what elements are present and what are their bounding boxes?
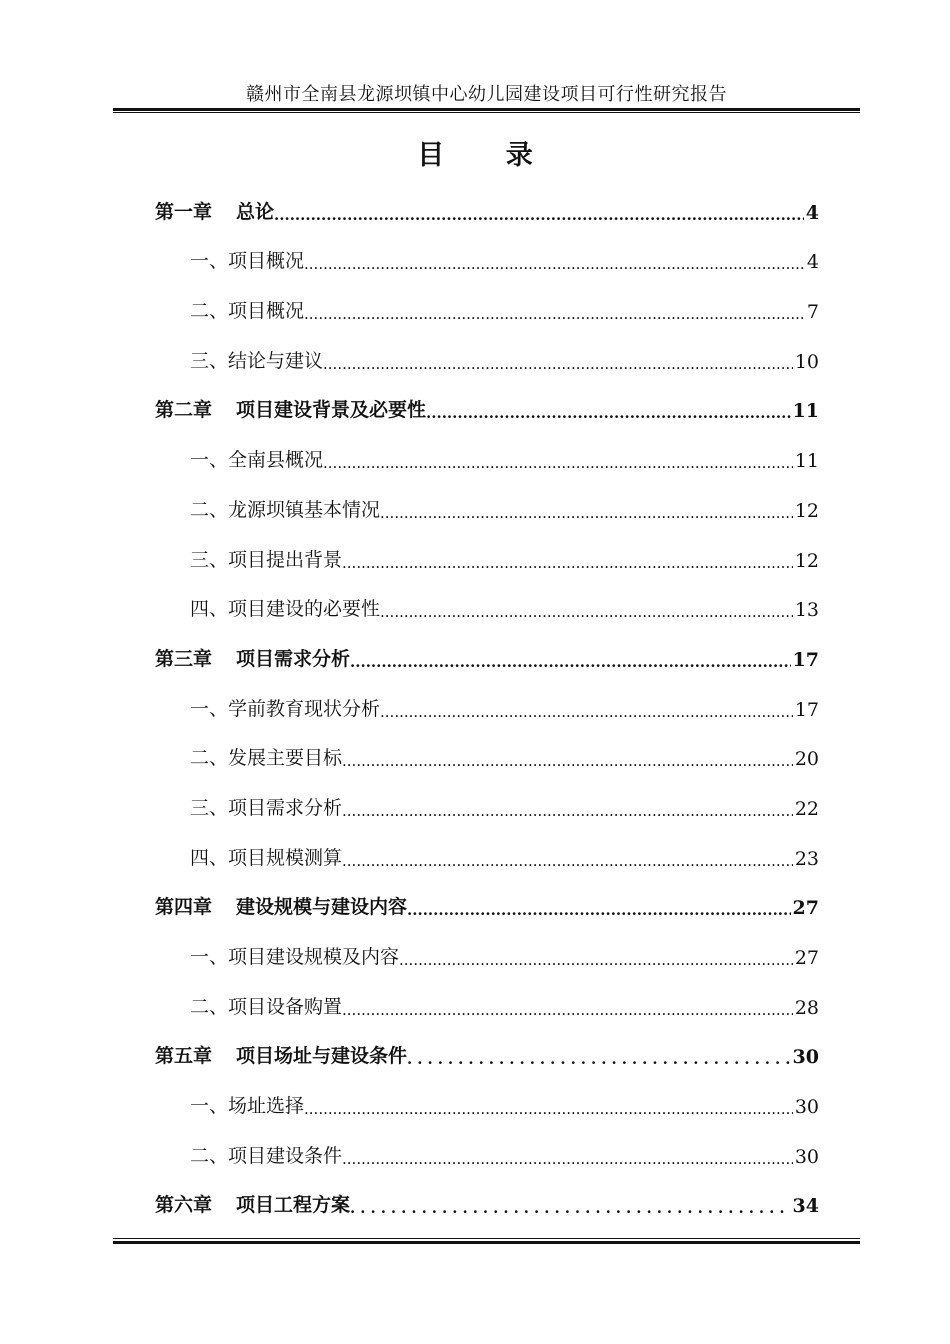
dot-leader — [380, 703, 793, 729]
page-number: 30 — [794, 1145, 819, 1168]
toc-section[interactable] — [155, 530, 819, 580]
section-title: 二、发展主要目标 — [190, 747, 343, 770]
dot-leader — [407, 901, 791, 927]
toc-chapter-2[interactable] — [155, 381, 819, 431]
dot-leader — [342, 852, 793, 878]
chapter-title: 项目工程方案 — [236, 1194, 351, 1217]
page-number: 4 — [805, 201, 819, 224]
page-number: 10 — [794, 350, 819, 373]
page-number: 20 — [794, 748, 819, 771]
section-title: 三、项目需求分析 — [190, 796, 343, 819]
section-title: 一、场址选择 — [190, 1095, 305, 1118]
chapter-number: 第二章 — [155, 399, 213, 422]
running-header: 赣州市全南县龙源坝镇中心幼儿园建设项目可行性研究报告 — [246, 84, 727, 105]
chapter-number: 第三章 — [155, 647, 213, 670]
page-number: 11 — [794, 450, 819, 473]
page-number: 12 — [794, 549, 819, 572]
chapter-title: 项目需求分析 — [236, 647, 351, 670]
toc-section[interactable] — [155, 679, 819, 729]
chapter-number: 第一章 — [155, 200, 213, 223]
toc-section[interactable] — [155, 729, 819, 779]
header-rule-thin — [113, 112, 860, 113]
toc-section[interactable] — [155, 828, 819, 878]
dot-leader — [304, 305, 805, 331]
page-number: 17 — [792, 648, 819, 671]
dot-leader — [274, 206, 804, 232]
dot-leader — [342, 554, 793, 580]
page-number: 30 — [792, 1046, 819, 1069]
chapter-number: 第四章 — [155, 896, 213, 919]
chapter-title: 项目建设背景及必要性 — [236, 399, 427, 422]
page-number: 17 — [794, 698, 819, 721]
toc-section[interactable] — [155, 580, 819, 630]
dot-leader — [380, 603, 793, 629]
page-number: 34 — [792, 1195, 819, 1218]
section-title: 一、学前教育现状分析 — [190, 697, 381, 720]
toc-chapter-6[interactable] — [155, 1176, 819, 1226]
toc-section[interactable] — [155, 1126, 819, 1176]
page-number: 28 — [794, 996, 819, 1019]
toc-section[interactable] — [155, 1076, 819, 1126]
toc-chapter-1[interactable] — [155, 182, 819, 232]
page-number: 4 — [806, 251, 819, 274]
page-number: 27 — [794, 947, 819, 969]
page-number: 13 — [794, 599, 819, 622]
page-number: 23 — [794, 847, 819, 870]
footer-rule-thick — [113, 1241, 860, 1244]
section-title: 三、项目提出背景 — [190, 548, 343, 571]
section-title: 三、结论与建议 — [190, 349, 324, 372]
page-number: 27 — [792, 897, 819, 920]
chapter-number: 第六章 — [155, 1194, 213, 1217]
dot-leader — [407, 1050, 791, 1076]
section-title: 一、项目概况 — [190, 250, 305, 273]
dot-leader — [342, 1150, 793, 1176]
page-number: 22 — [794, 797, 819, 820]
section-title: 二、项目建设条件 — [190, 1144, 343, 1167]
page-number: 12 — [794, 499, 819, 522]
dot-leader — [304, 255, 805, 281]
table-of-contents — [155, 182, 819, 1225]
toc-chapter-4[interactable] — [155, 878, 819, 928]
dot-leader — [350, 653, 791, 679]
section-title: 二、项目设备购置 — [190, 995, 343, 1018]
dot-leader — [323, 355, 793, 381]
footer-rule-thin — [113, 1238, 860, 1239]
toc-section[interactable] — [155, 331, 819, 381]
dot-leader — [350, 1199, 791, 1225]
toc-section[interactable] — [155, 430, 819, 480]
dot-leader — [323, 454, 793, 480]
toc-section[interactable] — [155, 232, 819, 282]
section-title: 四、项目建设的必要性 — [190, 598, 381, 621]
toc-section[interactable] — [155, 778, 819, 828]
section-title: 一、全南县概况 — [190, 449, 324, 472]
page-number: 7 — [806, 301, 819, 324]
dot-leader — [304, 1100, 793, 1126]
section-title: 二、项目概况 — [190, 300, 305, 323]
toc-section[interactable] — [155, 927, 819, 977]
toc-section[interactable] — [155, 480, 819, 530]
chapter-number: 第五章 — [155, 1045, 213, 1068]
toc-chapter-5[interactable] — [155, 1027, 819, 1077]
toc-section[interactable] — [155, 977, 819, 1027]
chapter-title: 总论 — [236, 200, 275, 223]
section-title: 四、项目规模测算 — [190, 846, 343, 869]
dot-leader — [426, 404, 791, 430]
dot-leader — [342, 752, 793, 778]
header-rule-thick — [113, 108, 860, 111]
toc-chapter-3[interactable] — [155, 629, 819, 679]
chapter-title: 项目场址与建设条件 — [236, 1045, 408, 1068]
page-number: 30 — [794, 1096, 819, 1119]
page-number: 11 — [792, 400, 819, 423]
section-title: 二、龙源坝镇基本情况 — [190, 498, 381, 521]
dot-leader — [399, 951, 793, 977]
dot-leader — [380, 504, 793, 530]
toc-section[interactable] — [155, 281, 819, 331]
chapter-title: 建设规模与建设内容 — [236, 896, 408, 919]
toc-title: 目 录 — [417, 140, 559, 171]
dot-leader — [342, 802, 793, 828]
section-title: 一、项目建设规模及内容 — [190, 946, 400, 968]
dot-leader — [342, 1001, 793, 1027]
